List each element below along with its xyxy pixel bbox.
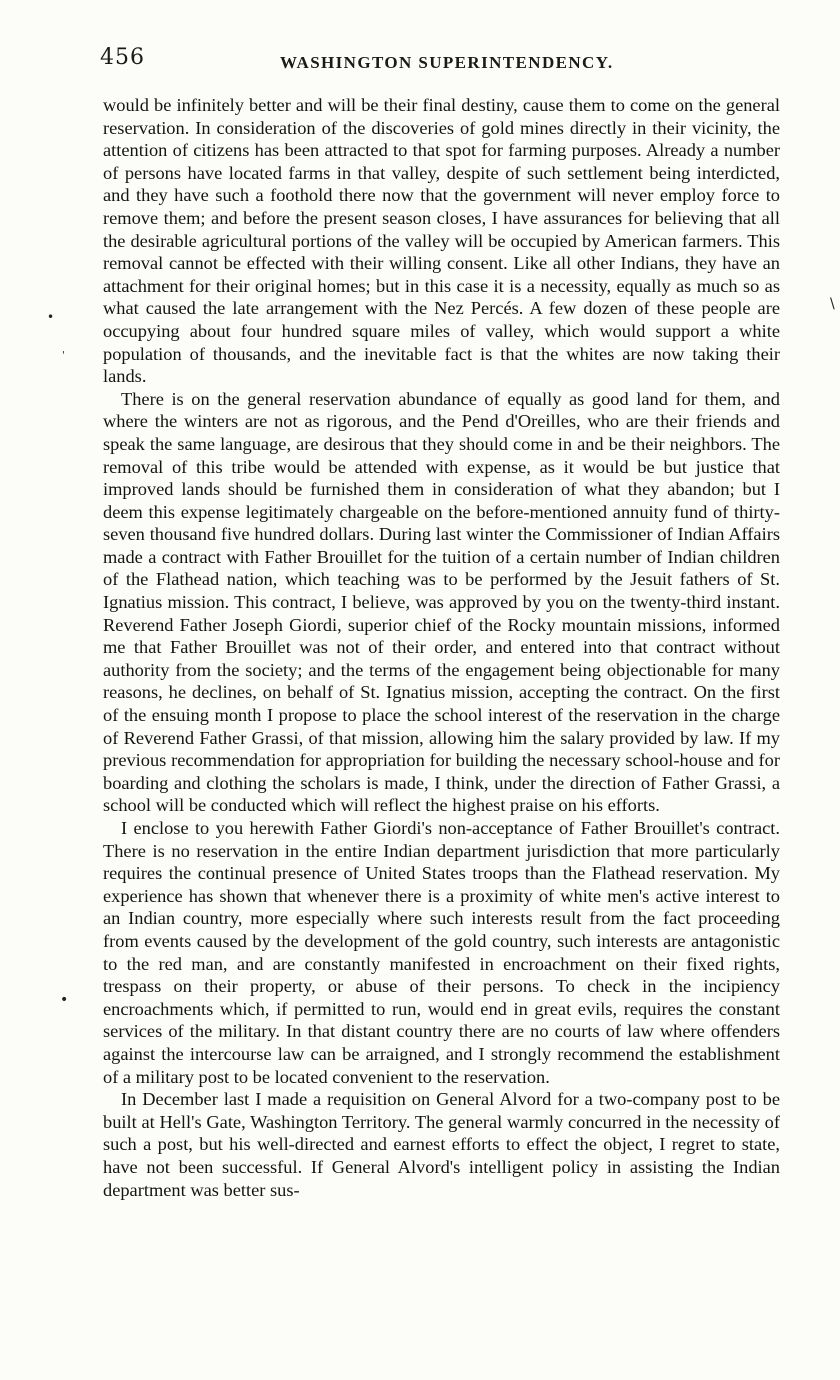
page-number: 456 bbox=[100, 45, 145, 70]
paragraph-military-presence: I enclose to you herewith Father Giordi's non-acceptance of Father Brouillet's contract. There is no reservation in the entire Indian department jurisdiction that more particularly requires the continual presence of United States troops than the Flathead reservation. My experience has shown that whenever there is a proximity of white men's active interest to an Indian country, more especially where such interests result from the fact proceeding from events caused by the development of the gold country, such interests are antagonistic to the red man, and are constantly manifested in encroachment on their fixed rights, trespass on their property, or abuse of their persons. To check in the incipiency encroachments which, if permitted to run, would end in great evils, requires the constant services of the military. In that distant country there are no courts of law where offenders against the intercourse law can be arraigned, and I strongly recommend the establishment of a military post to be located convenient to the reservation. bbox=[103, 818, 780, 1087]
running-head: WASHINGTON SUPERINTENDENCY. bbox=[280, 53, 614, 72]
paragraph-continued: would be infinitely better and will be their final destiny, cause them to come on the general reservation. In consideration of the discoveries of gold mines directly in their vicinity, the attention of citizens has been attracted to that spot for farming purposes. Already a number of persons have located farms in that valley, despite of such settlement being interdicted, and they have such a foothold there now that the government will never employ force to remove them; and before the present season closes, I have assurances for believing that all the desirable agricultural portions of the valley will be occupied by American farmers. This removal cannot be effected with their willing consent. Like all other Indians, they have an attachment for their original homes; but in this case it is a necessity, equally as much so as what caused the late arrangement with the Nez Percés. A few dozen of these people are occupying about four hundred square miles of valley, which would support a white population of thousands, and the inevitable fact is that the whites are now taking their lands. bbox=[103, 95, 780, 387]
margin-bullet-mark: • bbox=[60, 992, 69, 1008]
margin-dot-mark: • bbox=[47, 310, 55, 324]
paragraph-requisition: In December last I made a requisition on General Alvord for a two-company post to be built at Hell's Gate, Washington Territory. The general warmly concurred in the necessity of such a post, but his well-directed and earnest efforts to effect the object, I regret to state, have not been successful. If General Alvord's intelligent policy in assisting the Indian department was better sus- bbox=[103, 1089, 780, 1200]
page-header bbox=[100, 45, 780, 79]
body-text bbox=[103, 94, 780, 1201]
margin-tick-mark: ' bbox=[62, 350, 65, 361]
margin-stray-mark: \ bbox=[830, 296, 835, 312]
paragraph-general-reservation: There is on the general reservation abundance of equally as good land for them, and where the winters are not as rigorous, and the Pend d'Oreilles, who are their friends and speak the same language, are desirous that they should come in and be their neighbors. The removal of this tribe would be attended with expense, as it would be but justice that improved lands should be furnished them in consideration of what they abandon; but I deem this expense legitimately chargeable on the before-mentioned annuity fund of thirty-seven thousand five hundred dollars. During last winter the Commissioner of Indian Affairs made a contract with Father Brouillet for the tuition of a certain number of Indian children of the Flathead nation, which teaching was to be performed by the Jesuit fathers of St. Ignatius mission. This contract, I believe, was approved by you on the twenty-third instant. Reverend Father Joseph Giordi, superior chief of the Rocky mountain missions, informed me that Father Brouillet was not of their order, and entered into that contract without authority from the society; and the terms of the engagement being objectionable for many reasons, he declines, on behalf of St. Ignatius mission, accepting the contract. On the first of the ensuing month I propose to place the school interest of the reservation in the charge of Reverend Father Grassi, of that mission, allowing him the salary provided by law. If my previous recommendation for appropriation for building the necessary school-house and for boarding and clothing the scholars is made, I think, under the direction of Father Grassi, a school will be conducted which will reflect the highest praise on his efforts. bbox=[103, 388, 780, 816]
